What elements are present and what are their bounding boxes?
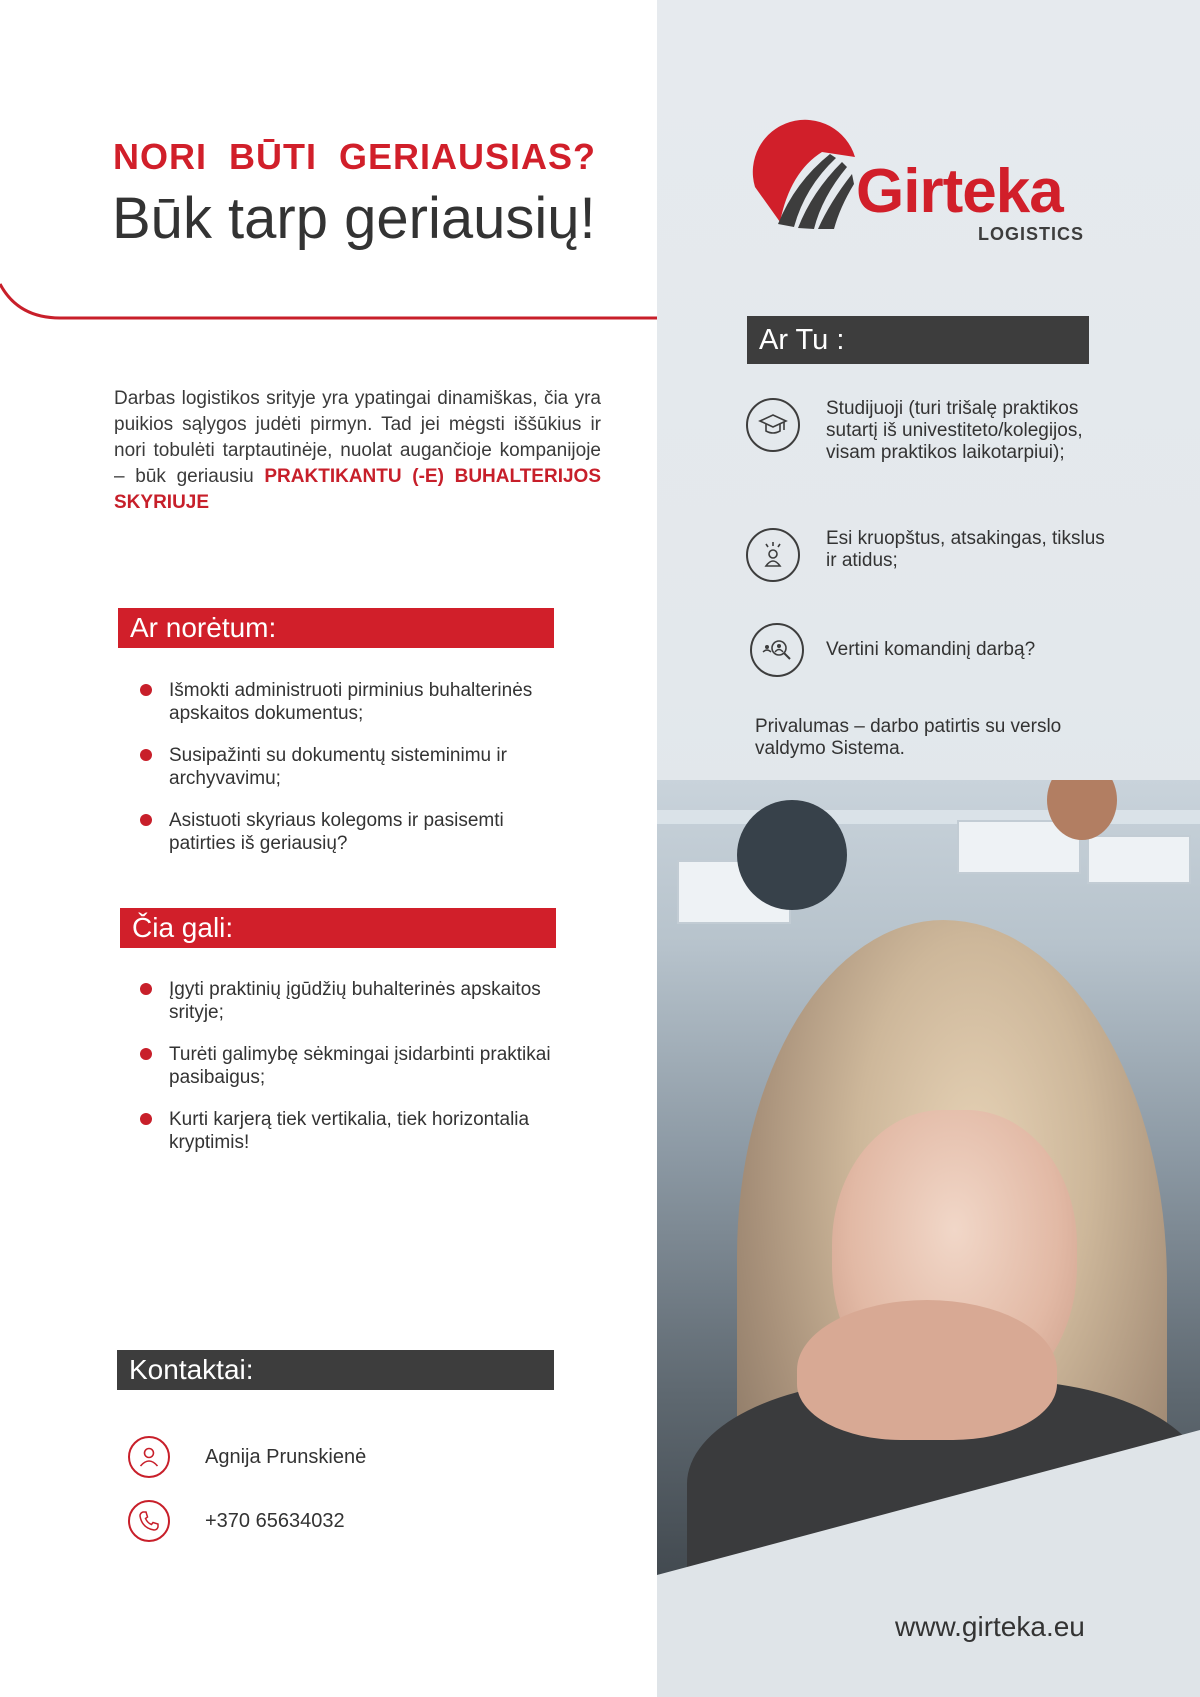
requirement-text: Esi kruopštus, atsakingas, tikslus ir atidus;: [826, 528, 1105, 571]
section-title-wish: Ar norėtum:: [118, 608, 554, 648]
list-item: Išmokti administruoti pirminius buhalterinės apskaitos dokumentus;: [140, 679, 570, 725]
can-list: [140, 978, 570, 1173]
requirement-item: [750, 623, 1106, 677]
bullet-dot: [140, 684, 152, 696]
wish-list: [140, 679, 570, 874]
graduation-cap-icon: [746, 398, 800, 452]
headline-question: NORI BŪTI GERIAUSIAS?: [113, 136, 597, 177]
idea-person-icon: [746, 528, 800, 582]
bullet-dot: [140, 749, 152, 761]
section-title-contacts: Kontaktai:: [117, 1350, 554, 1390]
contact-phone-number: +370 65634032: [205, 1509, 345, 1532]
list-item: Kurti karjerą tiek vertikalia, tiek horizontalia kryptimis!: [140, 1108, 570, 1154]
bullet-dot: [140, 1048, 152, 1060]
requirement-text: Vertini komandinį darbą?: [826, 639, 1036, 660]
right-panel: [657, 0, 1200, 1697]
phone-icon: [128, 1500, 170, 1542]
requirement-text: Studijuoji (turi trišalę praktikos sutartį iš univestiteto/kolegijos, visam praktikos laikotarpiui);: [826, 398, 1083, 463]
girteka-logo-mark: [750, 112, 860, 232]
advantage-text: Privalumas – darbo patirtis su verslo valdymo Sistema.: [755, 716, 1062, 759]
logo-subtitle: LOGISTICS: [978, 224, 1085, 244]
bullet-dot: [140, 983, 152, 995]
section-title-can: Čia gali:: [120, 908, 556, 948]
team-search-icon: [750, 623, 804, 677]
diagonal-overlay: [657, 0, 1200, 1697]
contact-phone[interactable]: [128, 1500, 345, 1542]
website-link[interactable]: www.girteka.eu: [895, 1611, 1085, 1642]
intro-paragraph: [114, 386, 601, 516]
intro-text: Darbas logistikos srityje yra ypatingai dinamiškas, čia yra puikios sąlygos judėti pirmyn. Tad jei mėgsti iššūkius ir nori tobulėti tarptautinėje, nuolat augančioje kompanijoje – būk geriausiu: [114, 388, 601, 487]
contact-person: [128, 1436, 366, 1478]
bullet-dot: [140, 1113, 152, 1125]
person-icon: [128, 1436, 170, 1478]
requirement-item: [746, 528, 1106, 582]
intro-highlight: PRAKTIKANTU (-E) BUHALTERIJOS SKYRIUJE: [114, 466, 601, 513]
logo-wordmark: Girteka: [856, 157, 1063, 226]
list-item: Asistuoti skyriaus kolegoms ir pasisemti patirties iš geriausių?: [140, 809, 570, 855]
headline-main: Būk tarp geriausių!: [112, 186, 596, 251]
list-item: Įgyti praktinių įgūdžių buhalterinės apskaitos srityje;: [140, 978, 570, 1024]
list-item: Susipažinti su dokumentų sisteminimu ir archyvavimu;: [140, 744, 570, 790]
bullet-dot: [140, 814, 152, 826]
section-title-requirements: Ar Tu :: [747, 316, 1089, 364]
requirement-item: [746, 398, 1106, 464]
list-item: Turėti galimybę sėkmingai įsidarbinti praktikai pasibaigus;: [140, 1043, 570, 1089]
contact-name: Agnija Prunskienė: [205, 1445, 367, 1468]
